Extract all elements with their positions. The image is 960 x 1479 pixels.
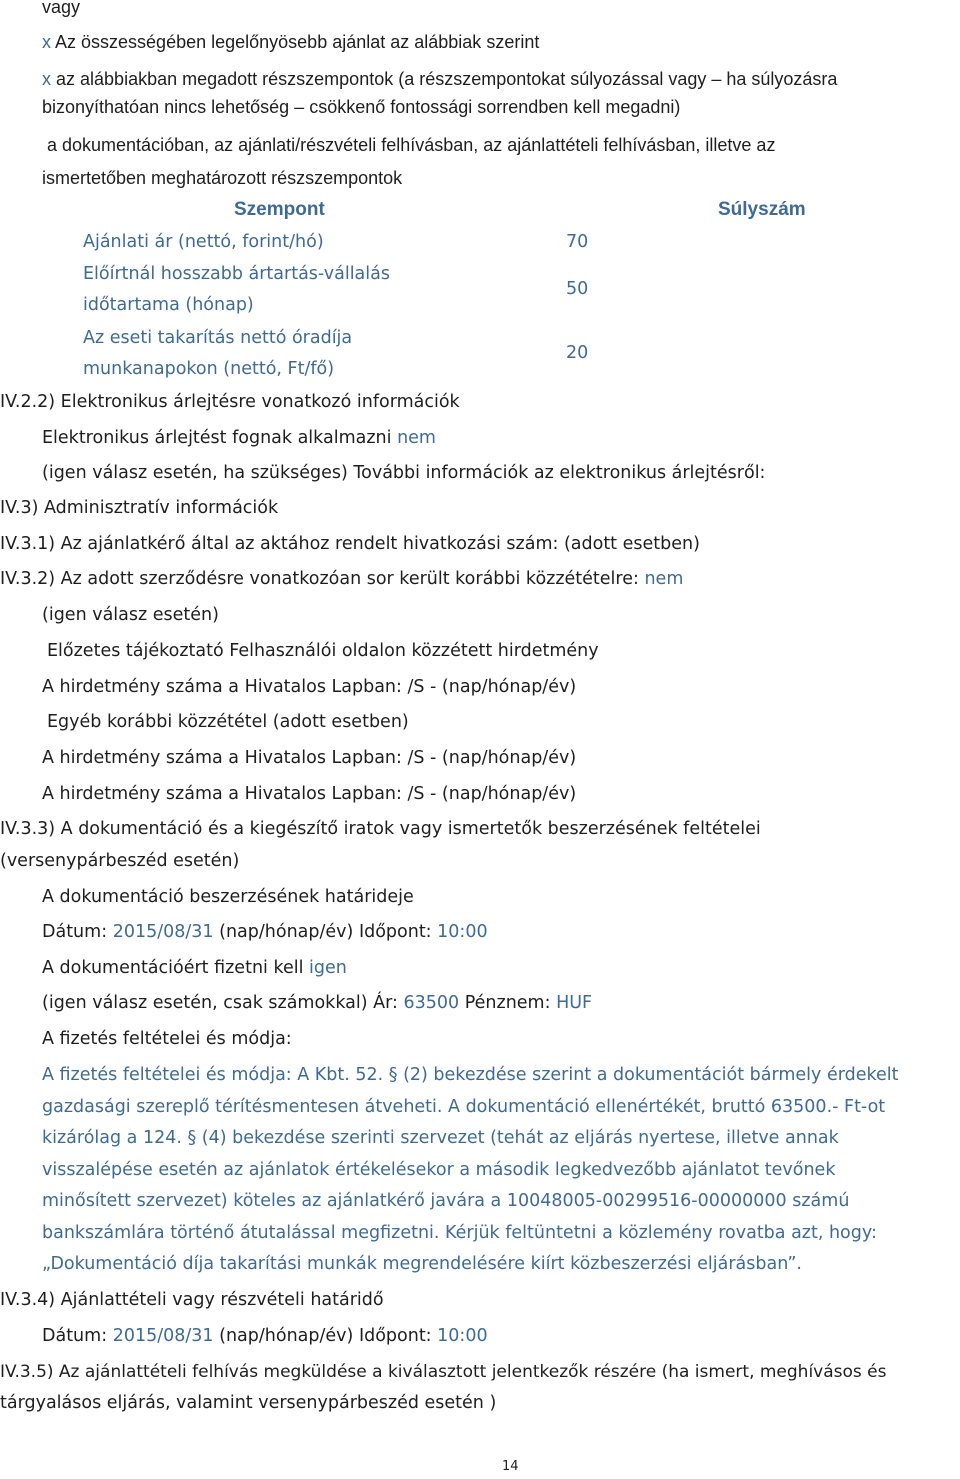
option-mark: x <box>42 32 51 52</box>
currency-value: HUF <box>556 993 593 1013</box>
payable-value: igen <box>309 958 347 978</box>
criteria-row-label: Előírtnál hosszabb ártartás-vállalás <box>83 264 390 284</box>
other-prior-publication: Egyéb korábbi közzététel (adott esetben) <box>47 712 409 732</box>
payment-terms-line: gazdasági szereplő térítésmentesen átveheti. A dokumentáció ellenértékét, bruttó 63500.- Ft-ot <box>42 1097 886 1117</box>
payable-label: A dokumentációért fizetni kell <box>42 958 304 978</box>
ojeu-notice-number: A hirdetmény száma a Hivatalos Lapban: /S - (nap/hónap/év) <box>42 748 577 768</box>
documentation-payable <box>42 956 347 980</box>
date-label: Dátum: <box>42 1326 108 1346</box>
date-format: (nap/hónap/év) <box>219 1326 354 1346</box>
criteria-row-label: Az eseti takarítás nettó óradíja <box>83 328 353 348</box>
criteria-row-label: Ajánlati ár (nettó, forint/hó) <box>83 232 324 252</box>
section-heading-iv-3-4: IV.3.4) Ajánlattételi vagy részvételi határidő <box>0 1290 384 1310</box>
section-heading-iv-3-5: IV.3.5) Az ajánlattételi felhívás megküldése a kiválasztott jelentkezők részére (ha ismert, meghívásos és <box>0 1362 887 1382</box>
payment-terms-line: „Dokumentáció díja takarítási munkák megrendelésére kiírt közbeszerzési eljárásban”. <box>42 1254 802 1274</box>
price-label: (igen válasz esetén, csak számokkal) Ár: <box>42 993 398 1013</box>
date-value: 2015/08/31 <box>112 922 214 942</box>
ojeu-notice-number: A hirdetmény száma a Hivatalos Lapban: /S - (nap/hónap/év) <box>42 784 577 804</box>
date-label: Dátum: <box>42 922 108 942</box>
payment-terms-label: A fizetés feltételei és módja: <box>42 1029 292 1049</box>
weight-column-header: Súlyszám <box>718 199 806 220</box>
time-label: Időpont: <box>358 922 432 942</box>
criteria-row-weight: 20 <box>566 343 589 363</box>
payment-terms-line: visszalépése esetén az ajánlatok értékelésekor a második legkedvezőbb ajánlatot tevőnek <box>42 1160 836 1180</box>
option-subcriteria-cont: bizonyíthatóan nincs lehetőség – csökkenő fontossági sorrendben kell megadni) <box>42 97 681 117</box>
criteria-column-header: Szempont <box>234 199 325 220</box>
section-heading-iv-3-1: IV.3.1) Az ajánlatkérő által az aktához rendelt hivatkozási szám: (adott esetben) <box>0 534 700 554</box>
heading-text: IV.3.2) Az adott szerződésre vonatkozóan sor került korábbi közzétételre: <box>0 569 639 589</box>
option-mark: x <box>42 69 51 89</box>
documentation-deadline-datetime <box>42 920 488 944</box>
section-heading-iv-3: IV.3) Adminisztratív információk <box>0 498 279 518</box>
ojeu-notice-number: A hirdetmény száma a Hivatalos Lapban: /S - (nap/hónap/év) <box>42 677 577 697</box>
criteria-row-label-cont: időtartama (hónap) <box>83 295 254 315</box>
payment-terms-line: A fizetés feltételei és módja: A Kbt. 52. § (2) bekezdése szerint a dokumentációt bármely érdekelt <box>42 1065 899 1085</box>
payment-terms-line: bankszámlára történő átutalással megfizetni. Kérjük feltüntetni a közlemény rovatba azt, hogy: <box>42 1223 877 1243</box>
e-auction-label: Elektronikus árlejtést fognak alkalmazni <box>42 428 392 448</box>
section-heading-iv-3-3: IV.3.3) A dokumentáció és a kiegészítő iratok vagy ismertetők beszerzésének feltételei <box>0 819 761 839</box>
tender-deadline-datetime <box>42 1324 488 1348</box>
section-heading-iv-2-2: IV.2.2) Elektronikus árlejtésre vonatkozó információk <box>0 392 460 412</box>
currency-label: Pénznem: <box>464 993 551 1013</box>
price-value: 63500 <box>403 993 460 1013</box>
e-auction-value: nem <box>397 428 436 448</box>
option-documentation-cont: ismertetőben meghatározott részszempontok <box>42 168 403 188</box>
documentation-price <box>42 991 592 1015</box>
criteria-row-weight: 70 <box>566 232 589 252</box>
date-value: 2015/08/31 <box>112 1326 214 1346</box>
documentation-deadline-label: A dokumentáció beszerzésének határideje <box>42 887 414 907</box>
criteria-row-weight: 50 <box>566 279 589 299</box>
option-text: az alábbiakban megadott részszempontok (a részszempontokat súlyozással vagy – ha súlyozásra <box>56 69 838 89</box>
time-label: Időpont: <box>358 1326 432 1346</box>
section-heading-iv-3-5-cont: tárgyalásos eljárás, valamint versenypárbeszéd esetén ) <box>0 1393 497 1413</box>
section-heading-iv-3-2 <box>0 567 683 591</box>
option-text: Az összességében legelőnyösebb ajánlat az alábbiak szerint <box>55 32 540 52</box>
option-documentation: a dokumentációban, az ajánlati/részvételi felhívásban, az ajánlattételi felhívásban, illetve az <box>47 135 776 155</box>
prior-notice-types: Előzetes tájékoztató Felhasználói oldalon közzétett hirdetmény <box>47 641 599 661</box>
time-value: 10:00 <box>437 922 488 942</box>
payment-terms-line: kizárólag a 124. § (4) bekezdése szerinti szervezet (tehát az eljárás nyertese, illetve annak <box>42 1128 839 1148</box>
section-heading-iv-3-3-cont: (versenypárbeszéd esetén) <box>0 851 240 871</box>
time-value: 10:00 <box>437 1326 488 1346</box>
criteria-row-label-cont: munkanapokon (nettó, Ft/fő) <box>83 359 335 379</box>
option-subcriteria <box>42 67 837 91</box>
e-auction-used <box>42 426 436 450</box>
page-number: 14 <box>502 1459 519 1474</box>
option-most-advantageous <box>42 30 539 54</box>
e-auction-further-info: (igen válasz esetén, ha szükséges) További információk az elektronikus árlejtésről: <box>42 463 766 483</box>
payment-terms-line: minősített szervezet) köteles az ajánlatkérő javára a 10048005-00299516-00000000 számú <box>42 1191 850 1211</box>
word-vagy: vagy <box>42 0 81 17</box>
date-format: (nap/hónap/év) <box>219 922 354 942</box>
heading-value: nem <box>644 569 684 589</box>
yes-case-note: (igen válasz esetén) <box>42 605 219 625</box>
